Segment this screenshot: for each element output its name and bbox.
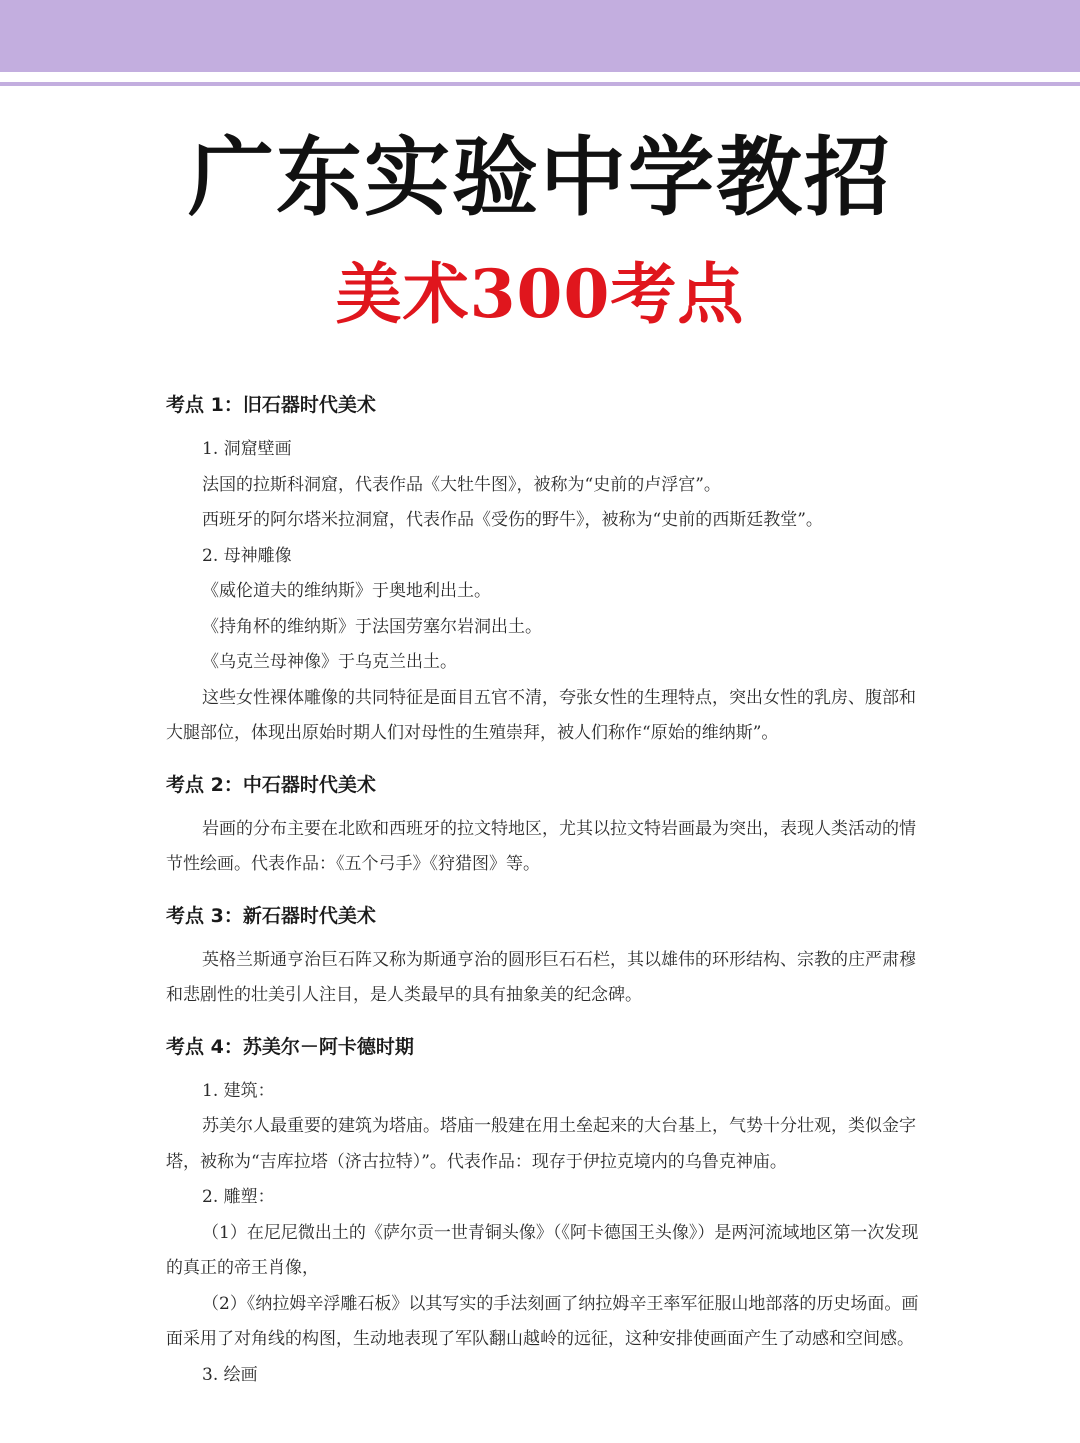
list-item-label: 2. 母神雕像 [202,545,292,566]
paragraph: 《持角杯的维纳斯》于法国劳塞尔岩洞出土。 [202,616,542,637]
paragraph: 英格兰斯通亨治巨石阵又称为斯通亨治的圆形巨石石栏，其以雄伟的环形结构、宗教的庄严肃穆和悲剧性的壮美引人注目，是人类最早的具有抽象美的纪念碑。 [166,949,916,1005]
list-item-label: 1. 洞窟壁画 [202,439,292,459]
paragraph: 西班牙的阿尔塔米拉洞窟，代表作品《受伤的野牛》，被称为“史前的西斯廷教堂”。 [202,510,823,530]
section-heading: 考点 2：中石器时代美术 [166,773,376,796]
header-band [0,0,1080,72]
list-item-label: 1. 建筑： [202,1080,275,1101]
section-4 [166,1030,926,1394]
list-item-label: 3. 绘画 [202,1364,258,1385]
paragraph: 《乌克兰母神像》于乌克兰出土。 [202,652,457,672]
section-3 [166,899,926,1014]
document-body [166,388,926,1393]
paragraph: （2）《纳拉姆辛浮雕石板》以其写实的手法刻画了纳拉姆辛王率军征服山地部落的历史场面。画面采用了对角线的构图，生动地表现了军队翻山越岭的远征，这种安排使画面产生了动感和空间感。 [166,1293,919,1349]
paragraph: （1）在尼尼微出土的《萨尔贡一世青铜头像》（《阿卡德国王头像》）是两河流域地区第一次发现的真正的帝王肖像， [166,1222,919,1278]
paragraph: 《威伦道夫的维纳斯》于奥地利出土。 [202,581,491,601]
section-heading: 考点 4：苏美尔－阿卡德时期 [166,1035,414,1058]
section-heading: 考点 1：旧石器时代美术 [166,394,376,416]
list-item-label: 2. 雕塑： [202,1187,275,1207]
paragraph: 这些女性裸体雕像的共同特征是面目五官不清，夸张女性的生理特点，突出女性的乳房、腹部和大腿部位，体现出原始时期人们对母性的生殖崇拜，被人们称作“原始的维纳斯”。 [166,687,916,743]
page-subtitle: 美术300考点 [335,255,745,333]
page-title: 广东实验中学教招 [188,128,892,228]
paragraph: 苏美尔人最重要的建筑为塔庙。塔庙一般建在用土垒起来的大台基上，气势十分壮观，类似金字塔，被称为“吉库拉塔（济古拉特）”。代表作品：现存于伊拉克境内的乌鲁克神庙。 [166,1116,916,1172]
paragraph: 法国的拉斯科洞窟，代表作品《大牡牛图》，被称为“史前的卢浮宫”。 [202,474,721,495]
section-1 [166,388,926,752]
header-divider [0,82,1080,86]
paragraph: 岩画的分布主要在北欧和西班牙的拉文特地区，尤其以拉文特岩画最为突出，表现人类活动的情节性绘画。代表作品：《五个弓手》《狩猎图》等。 [166,818,916,874]
section-2 [166,768,926,883]
section-heading: 考点 3：新石器时代美术 [166,904,376,927]
